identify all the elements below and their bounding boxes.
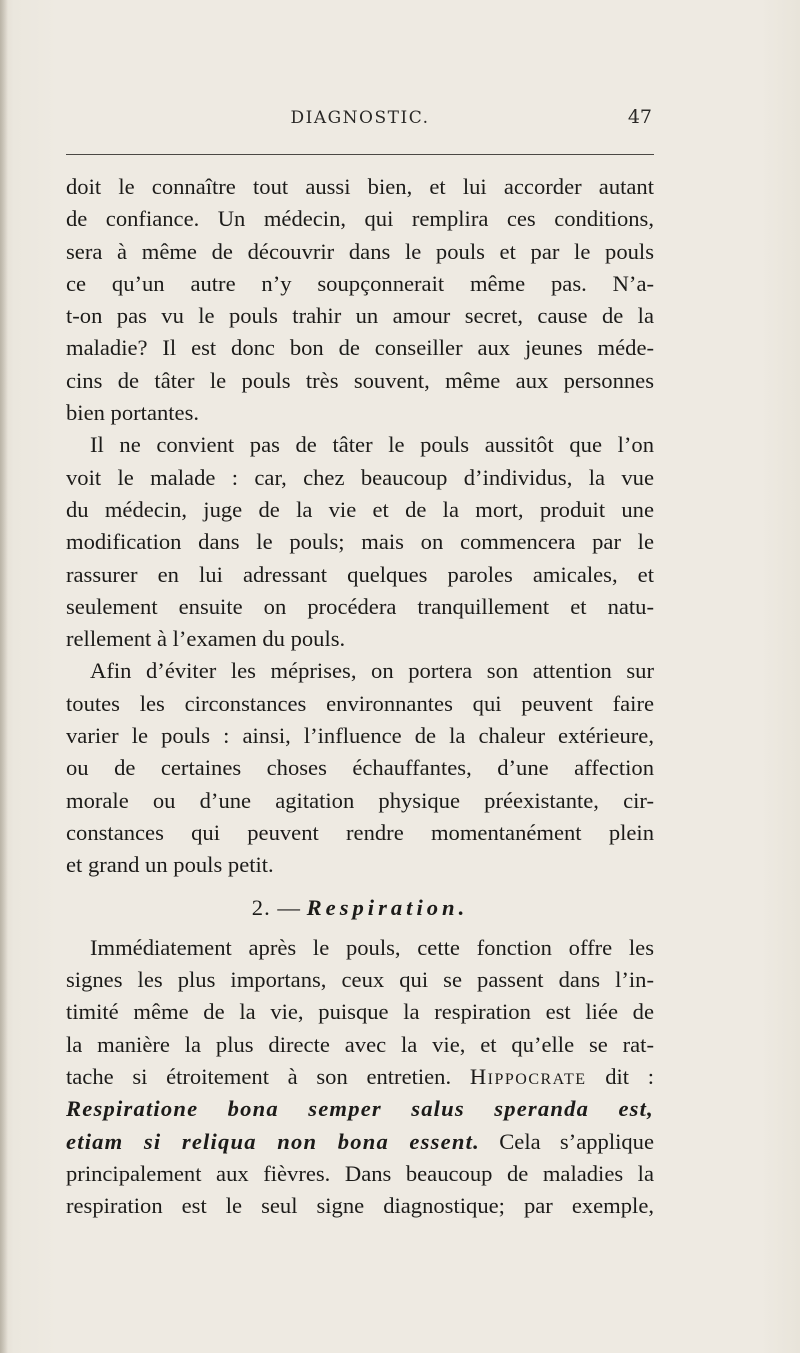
text-line: modification dans le pouls; mais on commencera par le bbox=[66, 529, 654, 555]
text-line: voit le malade : car, chez beaucoup d’individus, la vue bbox=[66, 464, 654, 490]
text-line: et grand un pouls petit. bbox=[66, 852, 274, 878]
section-number: 2. — bbox=[251, 894, 301, 920]
text-line: du médecin, juge de la vie et de la mort, produit une bbox=[66, 496, 654, 522]
section-heading bbox=[66, 882, 654, 932]
text-line: timité même de la vie, puisque la respiration est liée de bbox=[66, 999, 654, 1025]
text-line: ou de certaines choses échauffantes, d’une affection bbox=[66, 755, 654, 781]
page-binding-shadow bbox=[0, 0, 8, 1353]
text-line: Il ne convient pas de tâter le pouls aussitôt que l’on bbox=[90, 432, 654, 458]
text-fragment: Cela s’applique bbox=[499, 1128, 654, 1154]
text-line: de confiance. Un médecin, qui remplira ces conditions, bbox=[66, 206, 654, 232]
text-line: doit le connaître tout aussi bien, et lui accorder autant bbox=[66, 174, 654, 199]
text-line: constances qui peuvent rendre momentanément plein bbox=[66, 819, 654, 845]
running-head-title: DIAGNOSTIC. bbox=[290, 108, 430, 128]
page-text bbox=[66, 171, 654, 1223]
header-rule bbox=[66, 154, 654, 155]
paragraph-3 bbox=[66, 655, 654, 881]
text-line: ce qu’un autre n’y soupçonnerait même pas. N’a- bbox=[66, 270, 654, 296]
text-fragment: tache si étroitement à son entretien. bbox=[66, 1064, 452, 1090]
text-line: cins de tâter le pouls très souvent, même aux personnes bbox=[66, 367, 654, 393]
text-fragment: dit : bbox=[605, 1064, 654, 1090]
running-head bbox=[66, 104, 654, 134]
text-line: rassurer en lui adressant quelques paroles amicales, et bbox=[66, 561, 654, 587]
section-title: Respiration. bbox=[306, 894, 469, 920]
text-line: rellement à l’examen du pouls. bbox=[66, 626, 346, 652]
paragraph-4 bbox=[66, 932, 654, 1223]
paragraph-1 bbox=[66, 171, 654, 429]
page-number: 47 bbox=[627, 106, 652, 128]
text-line: toutes les circonstances environnantes qui peuvent faire bbox=[66, 690, 654, 716]
text-line: Afin d’éviter les méprises, on portera son attention sur bbox=[90, 658, 654, 684]
text-line bbox=[66, 1061, 654, 1093]
text-line: sera à même de découvrir dans le pouls et par le pouls bbox=[66, 238, 654, 264]
author-name: Hippocrate bbox=[469, 1064, 587, 1090]
text-line: respiration est le seul signe diagnostique; par exemple, bbox=[66, 1193, 654, 1219]
text-line bbox=[66, 1126, 654, 1158]
latin-quote-line: Respiratione bona semper salus speranda est, bbox=[66, 1096, 654, 1122]
text-line: Immédiatement après le pouls, cette fonction offre les bbox=[90, 934, 654, 960]
text-line: signes les plus importans, ceux qui se passent dans l’in- bbox=[66, 967, 654, 993]
text-line: t-on pas vu le pouls trahir un amour secret, cause de la bbox=[66, 303, 654, 329]
text-line: bien portantes. bbox=[66, 400, 200, 426]
text-line: varier le pouls : ainsi, l’influence de la chaleur extérieure, bbox=[66, 723, 654, 749]
text-line: la manière la plus directe avec la vie, et qu’elle se rat- bbox=[66, 1031, 654, 1057]
text-line: maladie? Il est donc bon de conseiller aux jeunes méde- bbox=[66, 335, 654, 361]
paragraph-2 bbox=[66, 429, 654, 655]
latin-quote-fragment: etiam si reliqua non bona essent. bbox=[66, 1128, 480, 1154]
text-line: principalement aux fièvres. Dans beaucoup de maladies la bbox=[66, 1160, 654, 1186]
text-line: morale ou d’une agitation physique préexistante, cir- bbox=[66, 787, 654, 813]
text-line: seulement ensuite on procédera tranquillement et natu- bbox=[66, 593, 654, 619]
